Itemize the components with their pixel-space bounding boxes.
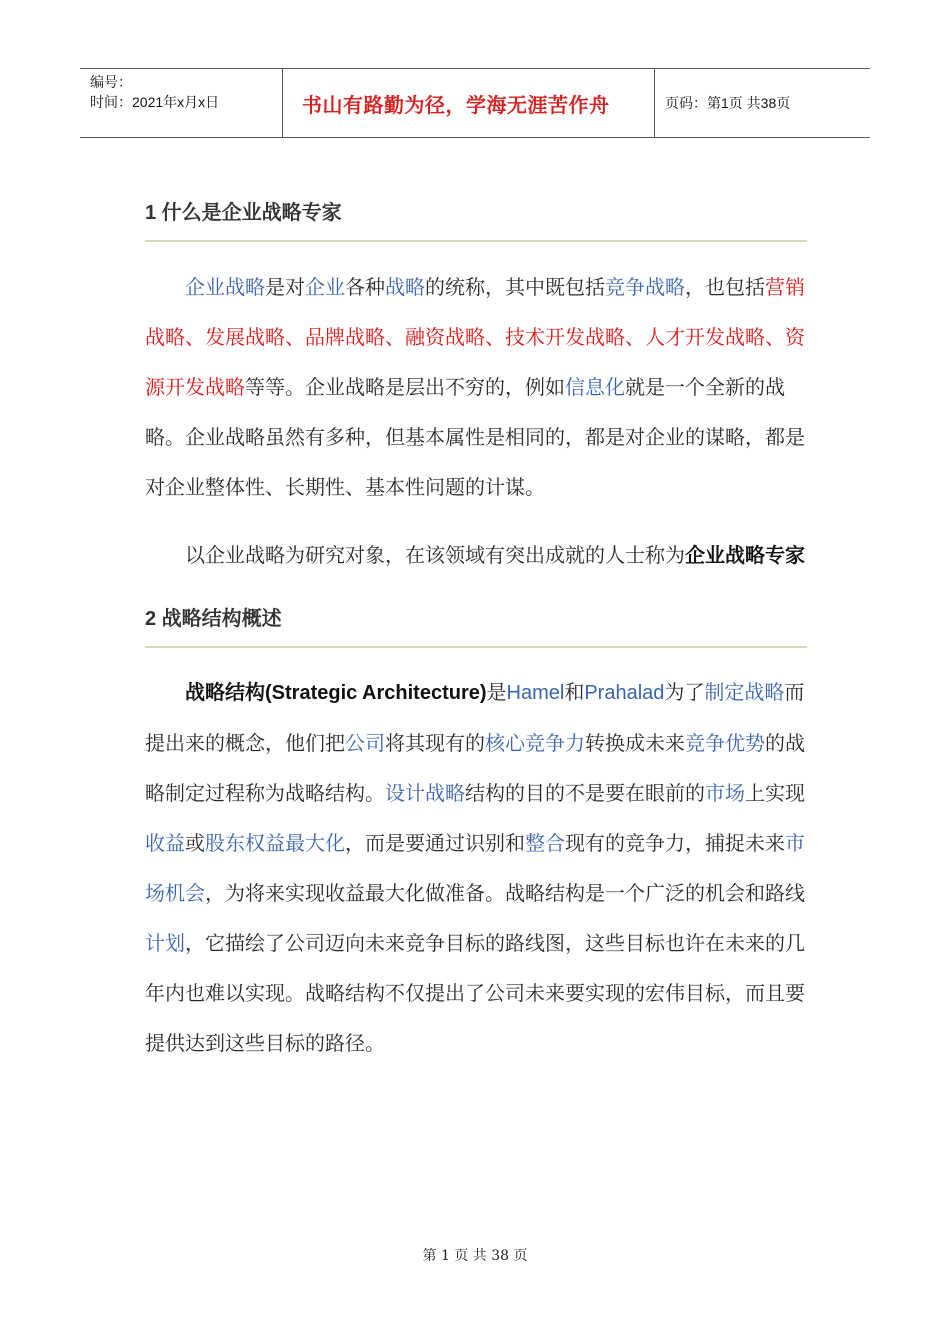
text-run: 为了 — [664, 680, 705, 704]
text-run[interactable]: 收益 — [145, 831, 185, 855]
section-1-paragraph-1 — [145, 262, 807, 512]
text-run: 战略结构(Strategic Architecture) — [185, 682, 487, 704]
text-run: 的统称，其中既包括 — [425, 275, 605, 299]
page-header — [80, 68, 870, 138]
text-run: ，也包括 — [685, 275, 765, 299]
text-run: 就是一个全新的战略。企业战略虽然有多种，但基本属性是相同的，都是对企业的谋略，都是对企业整体性、长期性、基本性问题的计谋。 — [145, 375, 805, 499]
section-1-title: 1 什么是企业战略专家 — [145, 190, 807, 242]
section-1-paragraph-2 — [145, 530, 807, 580]
header-number-label: 编号： — [90, 74, 132, 90]
text-run[interactable]: 设计战略 — [385, 781, 465, 805]
text-run[interactable]: 计划 — [145, 931, 185, 955]
header-motto: 书山有路勤为径，学海无涯苦作舟 — [302, 94, 610, 117]
text-run: 各种 — [345, 275, 385, 299]
text-run: 的战略制定过程称为战略结构。 — [145, 731, 805, 805]
header-time-label: 时间：2021年x月x日 — [90, 94, 220, 110]
text-run: 上实现 — [745, 781, 805, 805]
text-run: 结构的目的不是要在眼前的 — [465, 781, 705, 805]
text-run: 现有的竞争力，捕捉未来 — [565, 831, 785, 855]
text-run: 营销战略、发展战略、品牌战略、融资战略、技术开发战略、人才开发战略、资源开发战略 — [145, 275, 805, 399]
text-run[interactable]: 核心竞争力 — [485, 731, 585, 755]
text-run[interactable]: 竞争优势 — [685, 731, 765, 755]
text-run: 和 — [564, 680, 585, 704]
text-run: 等等。企业战略是层出不穷的，例如 — [245, 375, 565, 399]
text-run[interactable]: 信息化 — [565, 375, 625, 399]
text-run[interactable]: Hamel — [506, 682, 565, 704]
text-run[interactable]: 企业战略 — [185, 275, 265, 299]
text-run: 企业战略专家 — [685, 543, 805, 567]
text-run[interactable]: 制定战略 — [704, 680, 785, 704]
text-run[interactable]: 整合 — [525, 831, 565, 855]
text-run: ，而是要通过识别和 — [345, 831, 525, 855]
text-run: 是 — [486, 680, 507, 704]
text-run[interactable]: 竞争战略 — [605, 275, 685, 299]
text-run: 或 — [185, 831, 205, 855]
text-run: 将其现有的 — [385, 731, 485, 755]
text-run[interactable]: 股东权益最大化 — [205, 831, 345, 855]
text-run: 而提出来的概念，他们把 — [145, 680, 805, 755]
text-run: ，它描绘了公司迈向未来竞争目标的路线图，这些目标也许在未来的几年内也难以实现。战略结构不仅提出了公司未来要实现的宏伟目标，而且要提供达到这些目标的路径。 — [145, 931, 805, 1055]
header-meta — [80, 69, 283, 137]
text-run[interactable]: 市场 — [705, 781, 745, 805]
text-run[interactable]: 企业 — [305, 275, 345, 299]
text-run[interactable]: 公司 — [345, 731, 385, 755]
section-2-paragraph-1 — [145, 667, 807, 1068]
section-2-title: 2 战略结构概述 — [145, 596, 807, 648]
header-motto-cell — [283, 69, 655, 137]
text-run: 以企业战略为研究对象，在该领域有突出成就的人士称为 — [185, 543, 685, 567]
text-run: 转换成未来 — [585, 731, 685, 755]
page-footer: 第 1 页 共 38 页 — [422, 1248, 528, 1264]
text-run: ，为将来实现收益最大化做准备。战略结构是一个广泛的机会和路线 — [205, 881, 805, 905]
text-run: 是对 — [265, 275, 305, 299]
text-run[interactable]: Prahalad — [584, 682, 665, 704]
text-run[interactable]: 战略 — [385, 275, 425, 299]
text-run[interactable]: 市场机会 — [145, 831, 805, 905]
header-page-info: 页码：第1页 共38页 — [665, 95, 791, 111]
document-body — [145, 190, 807, 1068]
